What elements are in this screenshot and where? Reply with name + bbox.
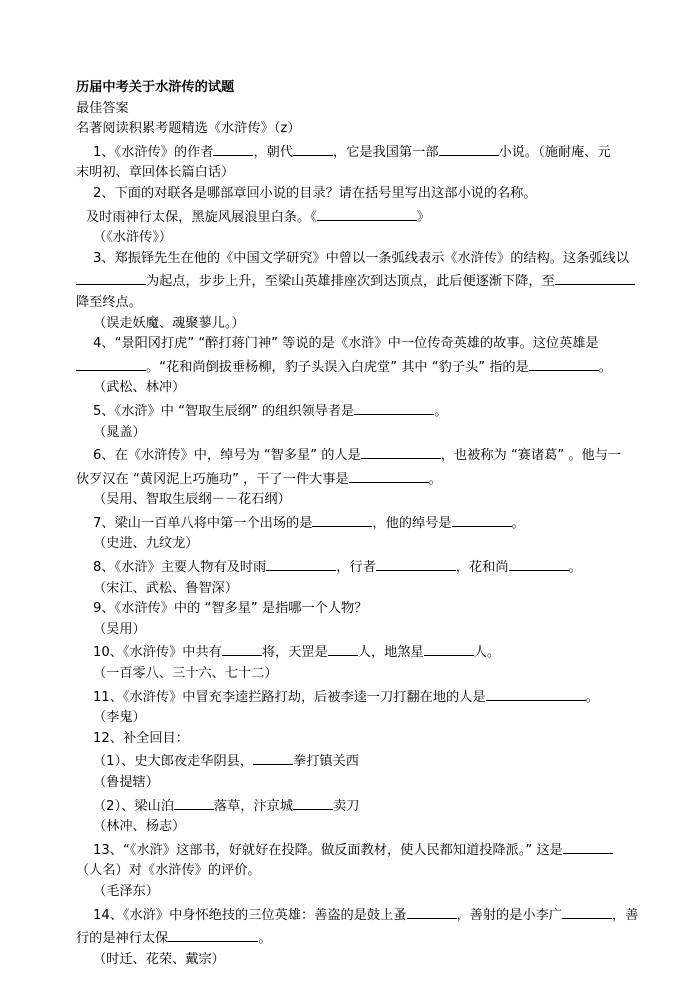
section-heading: 名著阅读积累考题精选《水浒传》（z）: [76, 121, 301, 137]
answer-blank[interactable]: [293, 140, 333, 156]
answer-blank[interactable]: [509, 555, 569, 571]
question-8: 8、《水浒》主要人物有及时雨 ，行者 ，花和尚 。: [76, 555, 622, 579]
question-5: 5、《水浒》中 “智取生辰纲” 的组织领导者是 。: [76, 399, 622, 423]
question-13-cont: （人名）对《水浒传》的评价。: [76, 863, 261, 879]
question-4-cont: 。“花和尚倒拔垂杨柳，豹子头误入白虎堂” 其中 “豹子头” 指的是 。: [76, 355, 622, 379]
answer-blank[interactable]: [361, 443, 441, 459]
question-10: 10、《水浒传》中共有 将，天罡是 人，地煞星 人。: [76, 640, 622, 664]
document-page: [76, 78, 639, 970]
answer-5: （晁盖）: [93, 424, 146, 440]
question-12: 12、补全回目：: [93, 730, 189, 746]
question-12-part-2: （2）、梁山泊 落草，汴京城 卖刀: [76, 794, 622, 818]
answer-14: （时迁、花荣、戴宗）: [93, 951, 225, 967]
answer-blank[interactable]: [349, 467, 429, 483]
answer-blank[interactable]: [76, 269, 146, 285]
answer-7: （史进、九纹龙）: [93, 536, 199, 552]
answer-blank[interactable]: [562, 903, 612, 919]
answer-blank[interactable]: [376, 555, 456, 571]
answer-3: （误走妖魔、魂聚蓼儿。）: [93, 315, 245, 331]
answer-blank[interactable]: [76, 355, 146, 371]
question-6: 6、在《水浒传》中，绰号为 “智多星” 的人是 ，也被称为 “赛诸葛” 。他与一: [76, 443, 622, 467]
answer-2: （《水浒传》）: [93, 230, 173, 246]
document-title: 历届中考关于水浒传的试题: [76, 80, 235, 95]
answer-6: （吴用、智取生辰纲－－花石纲）: [93, 492, 291, 508]
answer-blank[interactable]: [213, 140, 253, 156]
answer-9: （吴用）: [93, 621, 146, 637]
question-13: 13、“《水浒》这部书，好就好在投降。做反面教材，使人民都知道投降派。” 这是: [76, 838, 622, 862]
answer-blank[interactable]: [253, 749, 293, 765]
answer-4: （武松、林冲）: [93, 380, 186, 396]
question-3-end: 降至终点。: [76, 294, 142, 310]
question-3-cont: 为起点，步步上升，至梁山英雄排座次到达顶点，此后便逐渐下降，至: [76, 269, 622, 293]
answer-blank[interactable]: [452, 511, 512, 527]
answer-10: （一百零八、三十六、七十二）: [93, 666, 278, 682]
question-6-cont: 伙歹汉在 “黄冈泥上巧施功” ，干了一件大事是 。: [76, 467, 622, 491]
answer-blank[interactable]: [563, 838, 613, 854]
answer-blank[interactable]: [407, 903, 457, 919]
question-3: 3、郑振铎先生在他的《中国文学研究》中曾以一条弧线表示《水浒传》的结构。这条弧线以: [93, 250, 629, 266]
question-2: 2、下面的对联各是哪部章回小说的目录？请在括号里写出这部小说的名称。: [93, 185, 537, 201]
subtitle: 最佳答案: [76, 100, 129, 116]
answer-blank[interactable]: [168, 926, 258, 942]
answer-13: （毛泽东）: [93, 883, 159, 899]
answer-blank[interactable]: [486, 685, 586, 701]
question-9: 9、《水浒传》中的 “智多星” 是指哪一个人物？: [93, 601, 368, 617]
answer-blank[interactable]: [328, 640, 358, 656]
answer-8: （宋江、武松、鲁智深）: [93, 580, 239, 596]
answer-blank[interactable]: [529, 355, 599, 371]
answer-blank[interactable]: [354, 399, 434, 415]
answer-12-2: （林冲、杨志）: [93, 819, 186, 835]
answer-11: （李鬼）: [93, 710, 146, 726]
question-12-part-1: （1）、史大郎夜走华阴县， 拳打镇关西: [76, 749, 622, 773]
question-11: 11、《水浒传》中冒充李逵拦路打劫，后被李逵一刀打翻在地的人是 。: [76, 685, 622, 709]
answer-blank[interactable]: [424, 640, 474, 656]
question-7: 7、梁山一百单八将中第一个出场的是 ，他的绰号是 。: [76, 511, 622, 535]
answer-blank[interactable]: [293, 794, 333, 810]
answer-blank[interactable]: [222, 640, 262, 656]
question-14: 14、《水浒》中身怀绝技的三位英雄：善盗的是鼓上蚤 ，善射的是小李广 ，善: [76, 903, 622, 927]
answer-blank[interactable]: [266, 555, 336, 571]
question-1-cont: 末明初、章回体长篇白话）: [76, 165, 235, 181]
answer-blank[interactable]: [555, 269, 635, 285]
answer-blank[interactable]: [317, 205, 417, 221]
question-4: 4、“景阳冈打虎” “醉打蒋门神” 等说的是《水浒》中一位传奇英雄的故事。这位英雄是: [93, 336, 599, 352]
question-1: 1、《水浒传》的作者 ，朝代 ，它是我国第一部 小说。（施耐庵、元: [76, 140, 622, 164]
answer-blank[interactable]: [312, 511, 372, 527]
question-2-couplet: 及时雨神行太保，黑旋风展浪里白条。《 》: [76, 205, 622, 229]
answer-blank[interactable]: [174, 794, 214, 810]
question-14-cont: 行的是神行太保 。: [76, 926, 622, 950]
answer-blank[interactable]: [439, 140, 499, 156]
answer-12-1: （鲁提辖）: [93, 775, 159, 790]
